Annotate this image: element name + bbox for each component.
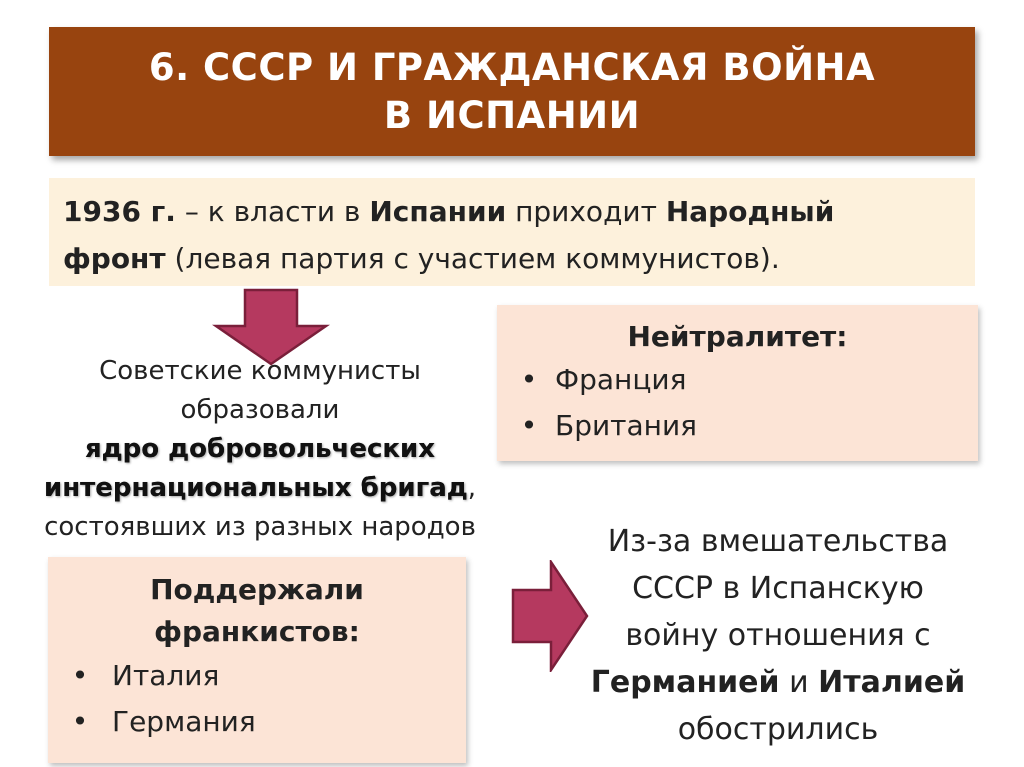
slide-title: [49, 27, 975, 156]
neutrality-box: [497, 305, 978, 461]
consequence-line-3: войну отношения с: [625, 618, 931, 653]
list-item: [48, 699, 466, 745]
soviet-line-3: состоявших из разных народов: [44, 512, 476, 542]
soviet-comma: ,: [467, 473, 477, 503]
consequence-line-5: обострились: [677, 712, 879, 747]
soviet-line-1: Советские коммунисты: [99, 356, 421, 386]
intro-country: Испании: [369, 195, 507, 228]
bullet-icon: •: [71, 659, 89, 692]
list-item: [48, 653, 466, 699]
intro-front-2: фронт: [63, 242, 166, 275]
intro-box: [49, 178, 975, 286]
intro-text-3: (левая партия с участием коммунистов).: [165, 242, 780, 275]
intro-text-1: – к власти в: [175, 195, 370, 228]
consequence-germany: Германией: [590, 665, 780, 700]
consequence-italy: Италией: [818, 665, 966, 700]
consequence-and: и: [779, 665, 819, 700]
support-heading-1: Поддержали: [150, 573, 364, 606]
bullet-icon: •: [71, 705, 89, 738]
soviet-bold-line-1: ядро добровольческих: [84, 434, 436, 464]
list-item: [497, 357, 978, 403]
consequence-line-2: СССР в Испанскую: [632, 571, 924, 606]
franco-support-box: [48, 557, 466, 763]
bullet-icon: •: [520, 363, 538, 396]
title-line-1: 6. СССР И ГРАЖДАНСКАЯ ВОЙНА: [148, 45, 876, 89]
soviet-bold-line-2: интернациональных бригад: [43, 473, 468, 503]
intro-year: 1936 г.: [63, 195, 176, 228]
soviet-volunteers-text: [20, 352, 500, 547]
support-heading-2: франкистов:: [154, 615, 360, 648]
intro-text-2: приходит: [506, 195, 666, 228]
intro-front-1: Народный: [665, 195, 835, 228]
soviet-line-2: образовали: [180, 395, 340, 425]
neutrality-heading: Нейтралитет:: [627, 320, 848, 353]
neutrality-item-britain: Британия: [555, 409, 697, 442]
title-line-2: В ИСПАНИИ: [383, 93, 641, 137]
list-item: [497, 403, 978, 449]
support-item-italy: Италия: [112, 659, 220, 692]
consequence-line-1: Из-за вмешательства: [607, 524, 949, 559]
neutrality-item-france: Франция: [555, 363, 687, 396]
support-item-germany: Германия: [112, 705, 256, 738]
bullet-icon: •: [520, 409, 538, 442]
consequence-text: [558, 518, 998, 753]
